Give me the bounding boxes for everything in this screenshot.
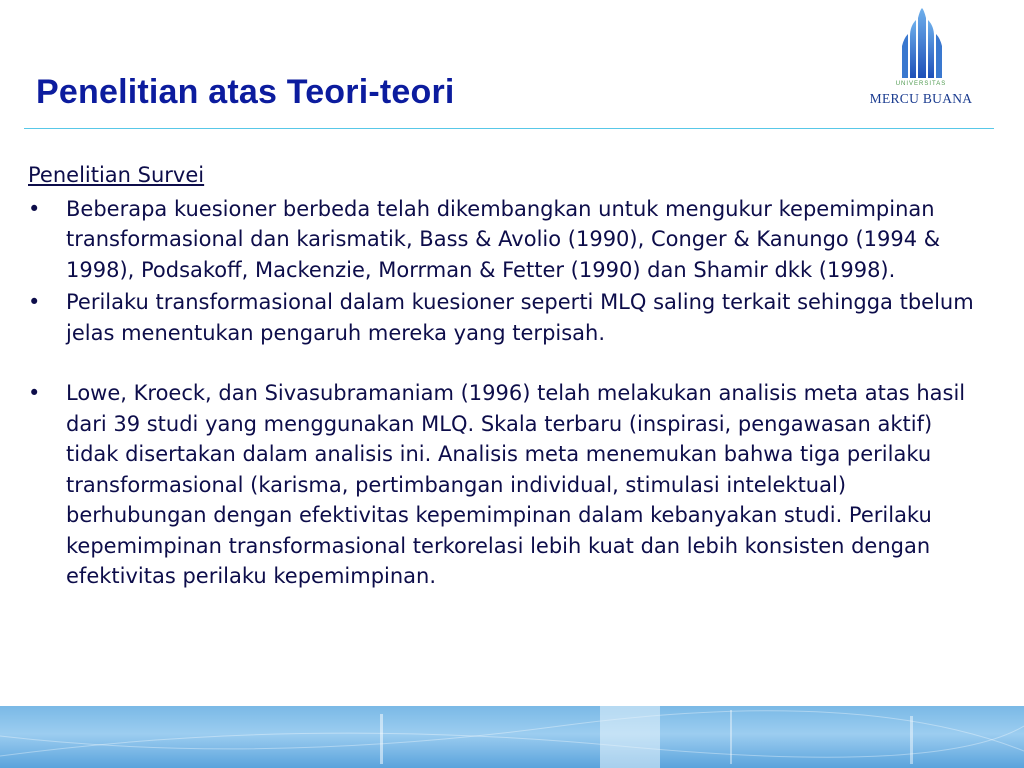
- section-subheading: Penelitian Survei: [28, 163, 205, 187]
- bullet-text: Perilaku transformasional dalam kuesioner seperti MLQ saling terkait sehingga tbelum jelas menentukan pengaruh mereka yang terpisah.: [66, 290, 974, 345]
- bullet-marker: •: [28, 381, 41, 405]
- logo-name: MERCU BUANA: [869, 91, 973, 106]
- slide-body: [28, 160, 978, 592]
- slide-title: Penelitian atas Teori-teori: [36, 73, 455, 111]
- bullet-list: [28, 194, 978, 592]
- bullet-text: Lowe, Kroeck, dan Sivasubramaniam (1996) telah melakukan analisis meta atas hasil dari 39 studi yang menggunakan MLQ. Skala terbaru (inspirasi, pengawasan aktif) tidak disertakan dalam analisis ini. Analisis meta menemukan bahwa tiga perilaku transformasional (karisma, pertimbangan individual, stimulasi intelektual) berhubungan dengan efektivitas kepemimpinan dalam kebanyakan studi. Perilaku kepemimpinan transformasional terkorelasi lebih kuat dan lebih konsisten dengan efektivitas perilaku kepemimpinan.: [66, 381, 966, 588]
- bullet-marker: •: [28, 290, 41, 314]
- bullet-text: Beberapa kuesioner berbeda telah dikembangkan untuk mengukur kepemimpinan transformasional dan karismatik, Bass & Avolio (1990), Conger & Kanungo (1994 & 1998), Podsakoff, Mackenzie, Morrman & Fetter (1990) dan Shamir dkk (1998).: [66, 196, 941, 282]
- bullet-item: [28, 378, 978, 592]
- mercu-buana-logo: [858, 6, 984, 112]
- bullet-item: [28, 287, 978, 348]
- binary-pattern-decoration: [0, 706, 1024, 768]
- bullet-marker: •: [28, 196, 41, 221]
- logo-caption: UNIVERSITAS: [895, 81, 947, 87]
- bullet-item: [28, 194, 978, 286]
- tower-logo-icon: [858, 6, 984, 86]
- decorative-footer-band: [0, 706, 1024, 768]
- title-divider: [24, 128, 994, 129]
